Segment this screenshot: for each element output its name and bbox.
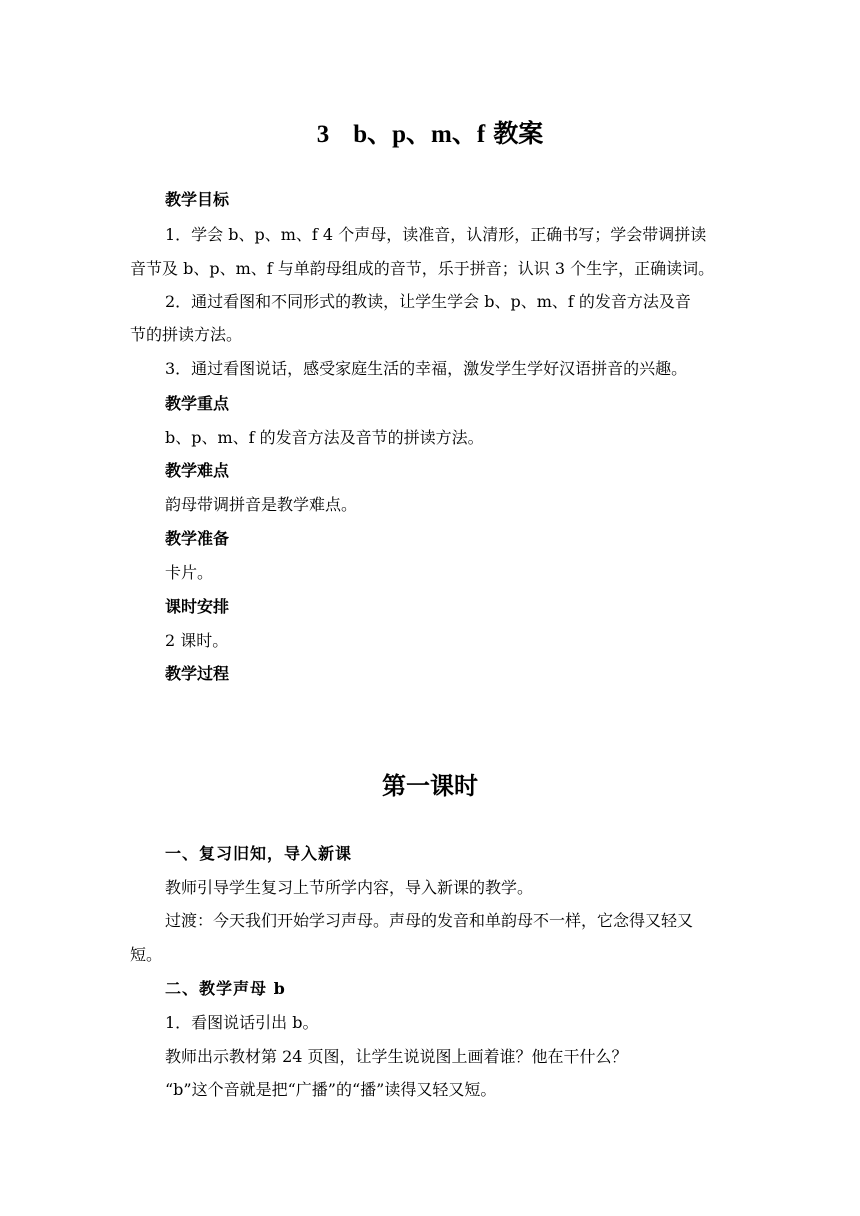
objective-2-line-1: 2．通过看图和不同形式的教读，让学生学会 b、p、m、f 的发音方法及音 [165,292,691,311]
schedule-heading: 课时安排 [165,597,230,616]
section-1-paragraph-2-line-2: 短。 [130,945,163,964]
objective-1-line-1: 1．学会 b、p、m、f 4 个声母，读准音，认清形，正确书写；学会带调拼读 [165,225,707,244]
document-title [0,114,860,150]
objective-2-line-2: 节的拼读方法。 [130,325,243,344]
schedule-text: 2 课时。 [165,631,229,650]
section-2-paragraph-3: “b”这个音就是把“广播”的“播”读得又轻又短。 [165,1080,497,1099]
objective-3: 3．通过看图说话，感受家庭生活的幸福，激发学生学好汉语拼音的兴趣。 [165,359,688,378]
section-1-heading: 一、复习旧知，导入新课 [165,844,353,863]
difficulties-text: 韵母带调拼音是教学难点。 [165,495,358,514]
objectives-heading: 教学目标 [165,190,230,209]
key-points-heading: 教学重点 [165,394,230,413]
lesson-1-title: 第一课时 [382,772,478,800]
section-2-heading: 二、教学声母 b [165,979,286,998]
section-2-paragraph-1: 1．看图说话引出 b。 [165,1013,319,1032]
title-suffix: 教案 [493,119,544,148]
process-heading: 教学过程 [165,664,230,683]
section-2-paragraph-2: 教师出示教材第 24 页图，让学生说说图上画着谁？他在干什么？ [165,1047,628,1066]
preparation-heading: 教学准备 [165,529,230,548]
section-1-paragraph-2-line-1: 过渡：今天我们开始学习声母。声母的发音和单韵母不一样，它念得又轻又 [165,911,694,930]
preparation-text: 卡片。 [165,563,214,582]
title-letters: b、p、m、f [353,121,486,148]
title-number: 3 [316,121,330,148]
key-points-text: b、p、m、f 的发音方法及音节的拼读方法。 [165,428,484,447]
section-1-paragraph-1: 教师引导学生复习上节所学内容，导入新课的教学。 [165,878,534,897]
difficulties-heading: 教学难点 [165,461,230,480]
objective-1-line-2: 音节及 b、p、m、f 与单韵母组成的音节，乐于拼音；认识 3 个生字，正确读词。 [130,259,715,278]
